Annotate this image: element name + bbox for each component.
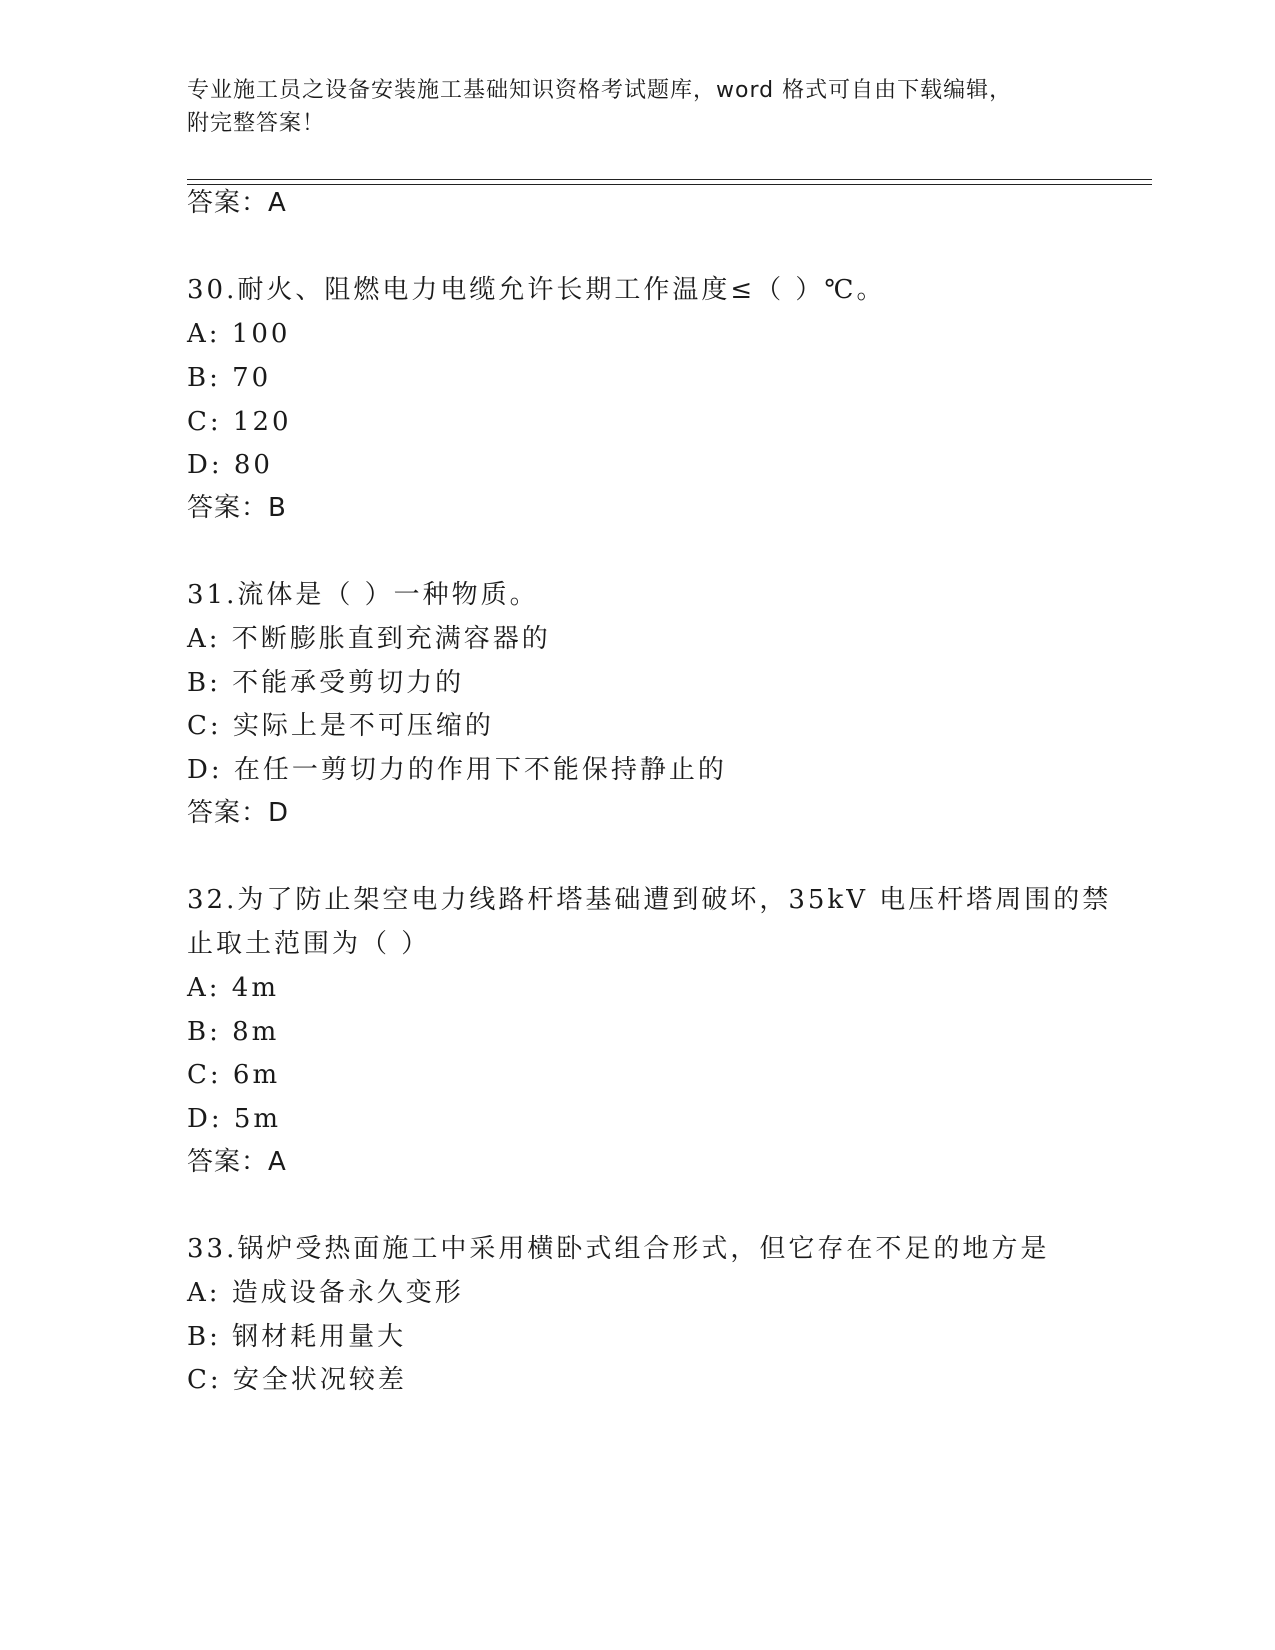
- answer-line: 答案：D: [187, 798, 290, 828]
- header-divider-secondary: [187, 184, 1152, 185]
- option-b: B: 钢材耗用量大: [187, 1322, 407, 1352]
- option-c: C: 安全状况较差: [187, 1365, 407, 1395]
- header-divider: [187, 179, 1152, 180]
- option-d: D: 80: [187, 450, 273, 480]
- question-stem-continued: 止取土范围为（ ）: [187, 929, 431, 959]
- answer-line: 答案：B: [187, 493, 287, 523]
- question-stem: 31.流体是（ ）一种物质。: [187, 580, 539, 610]
- option-c: C: 实际上是不可压缩的: [187, 711, 494, 741]
- option-a: A: 4m: [187, 973, 279, 1003]
- question-stem: 30.耐火、阻燃电力电缆允许长期工作温度≤（ ）℃。: [187, 275, 886, 305]
- question-stem: 33.锅炉受热面施工中采用横卧式组合形式，但它存在不足的地方是: [187, 1234, 1050, 1264]
- option-a: A: 不断膨胀直到充满容器的: [187, 624, 551, 654]
- answer-line: 答案：A: [187, 188, 287, 218]
- option-c: C: 6m: [187, 1060, 281, 1090]
- option-c: C: 120: [187, 407, 292, 437]
- option-b: B: 不能承受剪切力的: [187, 668, 465, 698]
- option-d: D: 5m: [187, 1104, 282, 1134]
- option-a: A: 造成设备永久变形: [187, 1278, 464, 1308]
- header-line-2: 附完整答案！: [187, 111, 326, 136]
- header-line-1: 专业施工员之设备安装施工基础知识资格考试题库，word 格式可自由下载编辑，: [187, 78, 1013, 103]
- option-a: A: 100: [187, 319, 291, 349]
- question-stem: 32.为了防止架空电力线路杆塔基础遭到破坏，35kV 电压杆塔周围的禁: [187, 885, 1112, 915]
- document-header: [187, 74, 1087, 140]
- option-d: D: 在任一剪切力的作用下不能保持静止的: [187, 755, 727, 785]
- option-b: B: 8m: [187, 1017, 280, 1047]
- option-b: B: 70: [187, 363, 272, 393]
- answer-line: 答案：A: [187, 1147, 287, 1177]
